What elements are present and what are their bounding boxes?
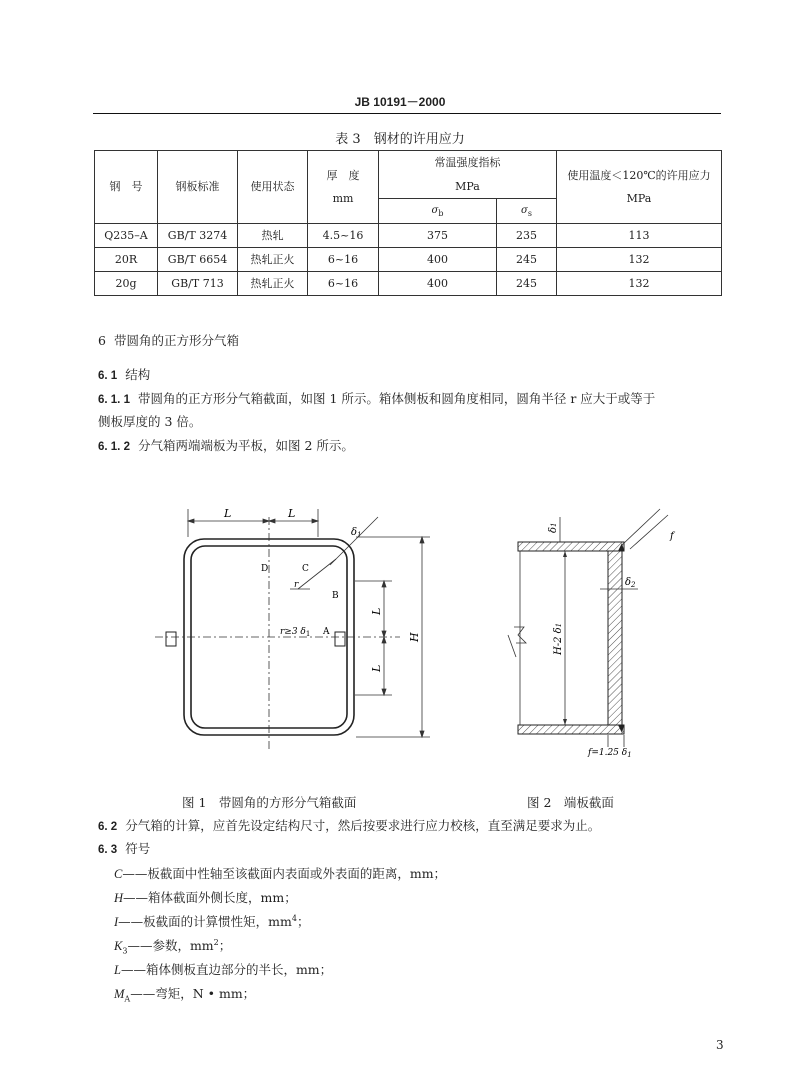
point-B: B xyxy=(332,591,339,601)
symbol: H xyxy=(114,891,124,905)
symbol-description: ——参数，mm xyxy=(127,938,214,953)
cell-condition: 热轧正火 xyxy=(238,272,308,296)
cell-standard: GB/T 6654 xyxy=(158,248,238,272)
symbol-item xyxy=(114,936,231,956)
cell-grade: Q235–A xyxy=(95,224,158,248)
header-strength-label: 常温强度指标 xyxy=(434,156,501,170)
header-grade: 钢 号 xyxy=(95,151,158,224)
symbol-item xyxy=(114,888,297,906)
label-r: r xyxy=(294,580,299,590)
cell-thickness: 6~16 xyxy=(308,272,379,296)
subscript: 3 xyxy=(122,946,128,956)
table-row xyxy=(95,248,722,272)
symbol-description: ——箱体截面外侧长度，mm； xyxy=(123,890,297,905)
section-number: 6. 1 xyxy=(98,370,118,382)
figure-2-end-plate-section xyxy=(490,497,690,767)
sigma-b-sub: b xyxy=(438,209,444,219)
cell-sigma-b: 400 xyxy=(379,248,497,272)
cell-standard: GB/T 3274 xyxy=(158,224,238,248)
symbol-description: ——弯矩，N • mm； xyxy=(130,986,256,1001)
cell-sigma-b: 400 xyxy=(379,272,497,296)
header-rule xyxy=(93,113,721,114)
symbol: L xyxy=(114,963,121,977)
cell-sigma-s: 245 xyxy=(497,248,557,272)
cell-thickness: 6~16 xyxy=(308,248,379,272)
header-strength xyxy=(379,151,557,199)
punctuation: ； xyxy=(218,938,232,953)
section-title: 结构 xyxy=(125,367,151,382)
point-D: D xyxy=(261,564,269,574)
cell-sigma-s: 245 xyxy=(497,272,557,296)
document-header: JB 10191－2000 xyxy=(354,95,446,109)
label-delta1: $\delta_1$ xyxy=(351,527,362,539)
section-6-3-heading xyxy=(98,840,150,858)
symbol-item xyxy=(114,960,332,978)
cell-sigma-s: 235 xyxy=(497,224,557,248)
cell-allowable: 113 xyxy=(557,224,722,248)
section-number: 6. 1. 2 xyxy=(98,441,130,453)
header-allowable xyxy=(557,151,722,224)
cell-standard: GB/T 713 xyxy=(158,272,238,296)
table-row xyxy=(95,224,722,248)
section-6-heading xyxy=(98,332,239,350)
header-thickness xyxy=(308,151,379,224)
header-condition: 使用状态 xyxy=(238,151,308,224)
section-number: 6. 1. 1 xyxy=(98,394,130,406)
section-number: 6. 2 xyxy=(98,821,118,833)
label-f-formula: f=1.25 $\delta_1$ xyxy=(588,748,632,759)
punctuation: ； xyxy=(296,914,310,929)
header-standard: 钢板标准 xyxy=(158,151,238,224)
header-allowable-unit: MPa xyxy=(626,192,652,205)
header-allowable-label: 使用温度＜120℃的许用应力 xyxy=(567,168,711,182)
cell-grade: 20g xyxy=(95,272,158,296)
figure-1-caption: 图 1 带圆角的方形分气箱截面 xyxy=(182,795,357,810)
steel-allowable-stress-table xyxy=(94,150,722,296)
paragraph-text: 分气箱两端端板为平板，如图 2 所示。 xyxy=(137,438,354,453)
section-6-1-1-line1 xyxy=(98,390,655,408)
section-number: 6. 3 xyxy=(98,844,118,856)
symbol: C xyxy=(114,867,123,881)
section-6-1-1-line2: 侧板厚度的 3 倍。 xyxy=(98,414,202,429)
point-C: C xyxy=(302,564,309,574)
page-number: 3 xyxy=(716,1038,724,1052)
cell-grade: 20R xyxy=(95,248,158,272)
symbol-item xyxy=(114,984,255,1004)
paragraph-text: 带圆角的正方形分气箱截面，如图 1 所示。箱体侧板和圆角度相同，圆角半径 r 应大于或等于 xyxy=(137,391,656,406)
cell-allowable: 132 xyxy=(557,248,722,272)
symbol-item xyxy=(114,912,310,930)
figure-1-box-section xyxy=(140,497,460,767)
symbol-item xyxy=(114,864,446,882)
header-thickness-label: 厚 度 xyxy=(326,168,360,182)
table-header-row xyxy=(95,151,722,199)
dim-inner-height: H-2 δ1 xyxy=(553,622,564,655)
cell-allowable: 132 xyxy=(557,272,722,296)
point-A: A xyxy=(323,627,330,637)
symbol: M xyxy=(114,987,125,1001)
dim-L-top-right: L xyxy=(288,507,296,520)
cell-condition: 热轧正火 xyxy=(238,248,308,272)
dim-L-right-upper: L xyxy=(370,607,383,615)
superscript: 4 xyxy=(291,913,297,923)
cell-sigma-b: 375 xyxy=(379,224,497,248)
sigma-s-sub: s xyxy=(527,209,532,219)
sigma-b-symbol: σ xyxy=(431,205,439,217)
symbol: I xyxy=(114,915,119,929)
table-title: 表 3 钢材的许用应力 xyxy=(335,132,465,147)
header-sigma-s xyxy=(497,199,557,224)
header-thickness-unit: mm xyxy=(332,192,354,205)
label-f-top: f xyxy=(670,531,674,542)
section-6-2 xyxy=(98,817,600,835)
label-delta1-fig2: δ1 xyxy=(548,522,559,533)
paragraph-text: 分气箱的计算，应首先设定结构尺寸，然后按要求进行应力校核，直至满足要求为止。 xyxy=(125,818,601,833)
header-sigma-b xyxy=(379,199,497,224)
section-number: 6 xyxy=(98,333,106,348)
dim-L-right-lower: L xyxy=(370,664,383,672)
condition-label: r≥3 $\delta_1$ xyxy=(280,627,311,638)
sigma-s-symbol: σ xyxy=(521,205,528,217)
table-row xyxy=(95,272,722,296)
figure-2-caption: 图 2 端板截面 xyxy=(527,795,614,810)
section-title: 带圆角的正方形分气箱 xyxy=(113,333,239,348)
section-6-1-2 xyxy=(98,437,354,455)
symbol: K xyxy=(114,939,123,953)
subscript: A xyxy=(124,994,131,1004)
dim-H: H xyxy=(408,632,421,642)
symbol-description: ——箱体侧板直边部分的半长，mm； xyxy=(120,962,333,977)
symbol-description: ——板截面的计算惯性矩，mm xyxy=(118,914,292,929)
section-6-1-heading xyxy=(98,366,150,384)
dim-L-top-left: L xyxy=(224,507,232,520)
cell-condition: 热轧 xyxy=(238,224,308,248)
superscript: 2 xyxy=(213,937,219,947)
header-strength-unit: MPa xyxy=(455,179,480,193)
section-title: 符号 xyxy=(125,841,151,856)
cell-thickness: 4.5~16 xyxy=(308,224,379,248)
label-delta2: $\delta_2$ xyxy=(625,577,636,589)
symbol-description: ——板截面中性轴至该截面内表面或外表面的距离，mm； xyxy=(122,866,447,881)
